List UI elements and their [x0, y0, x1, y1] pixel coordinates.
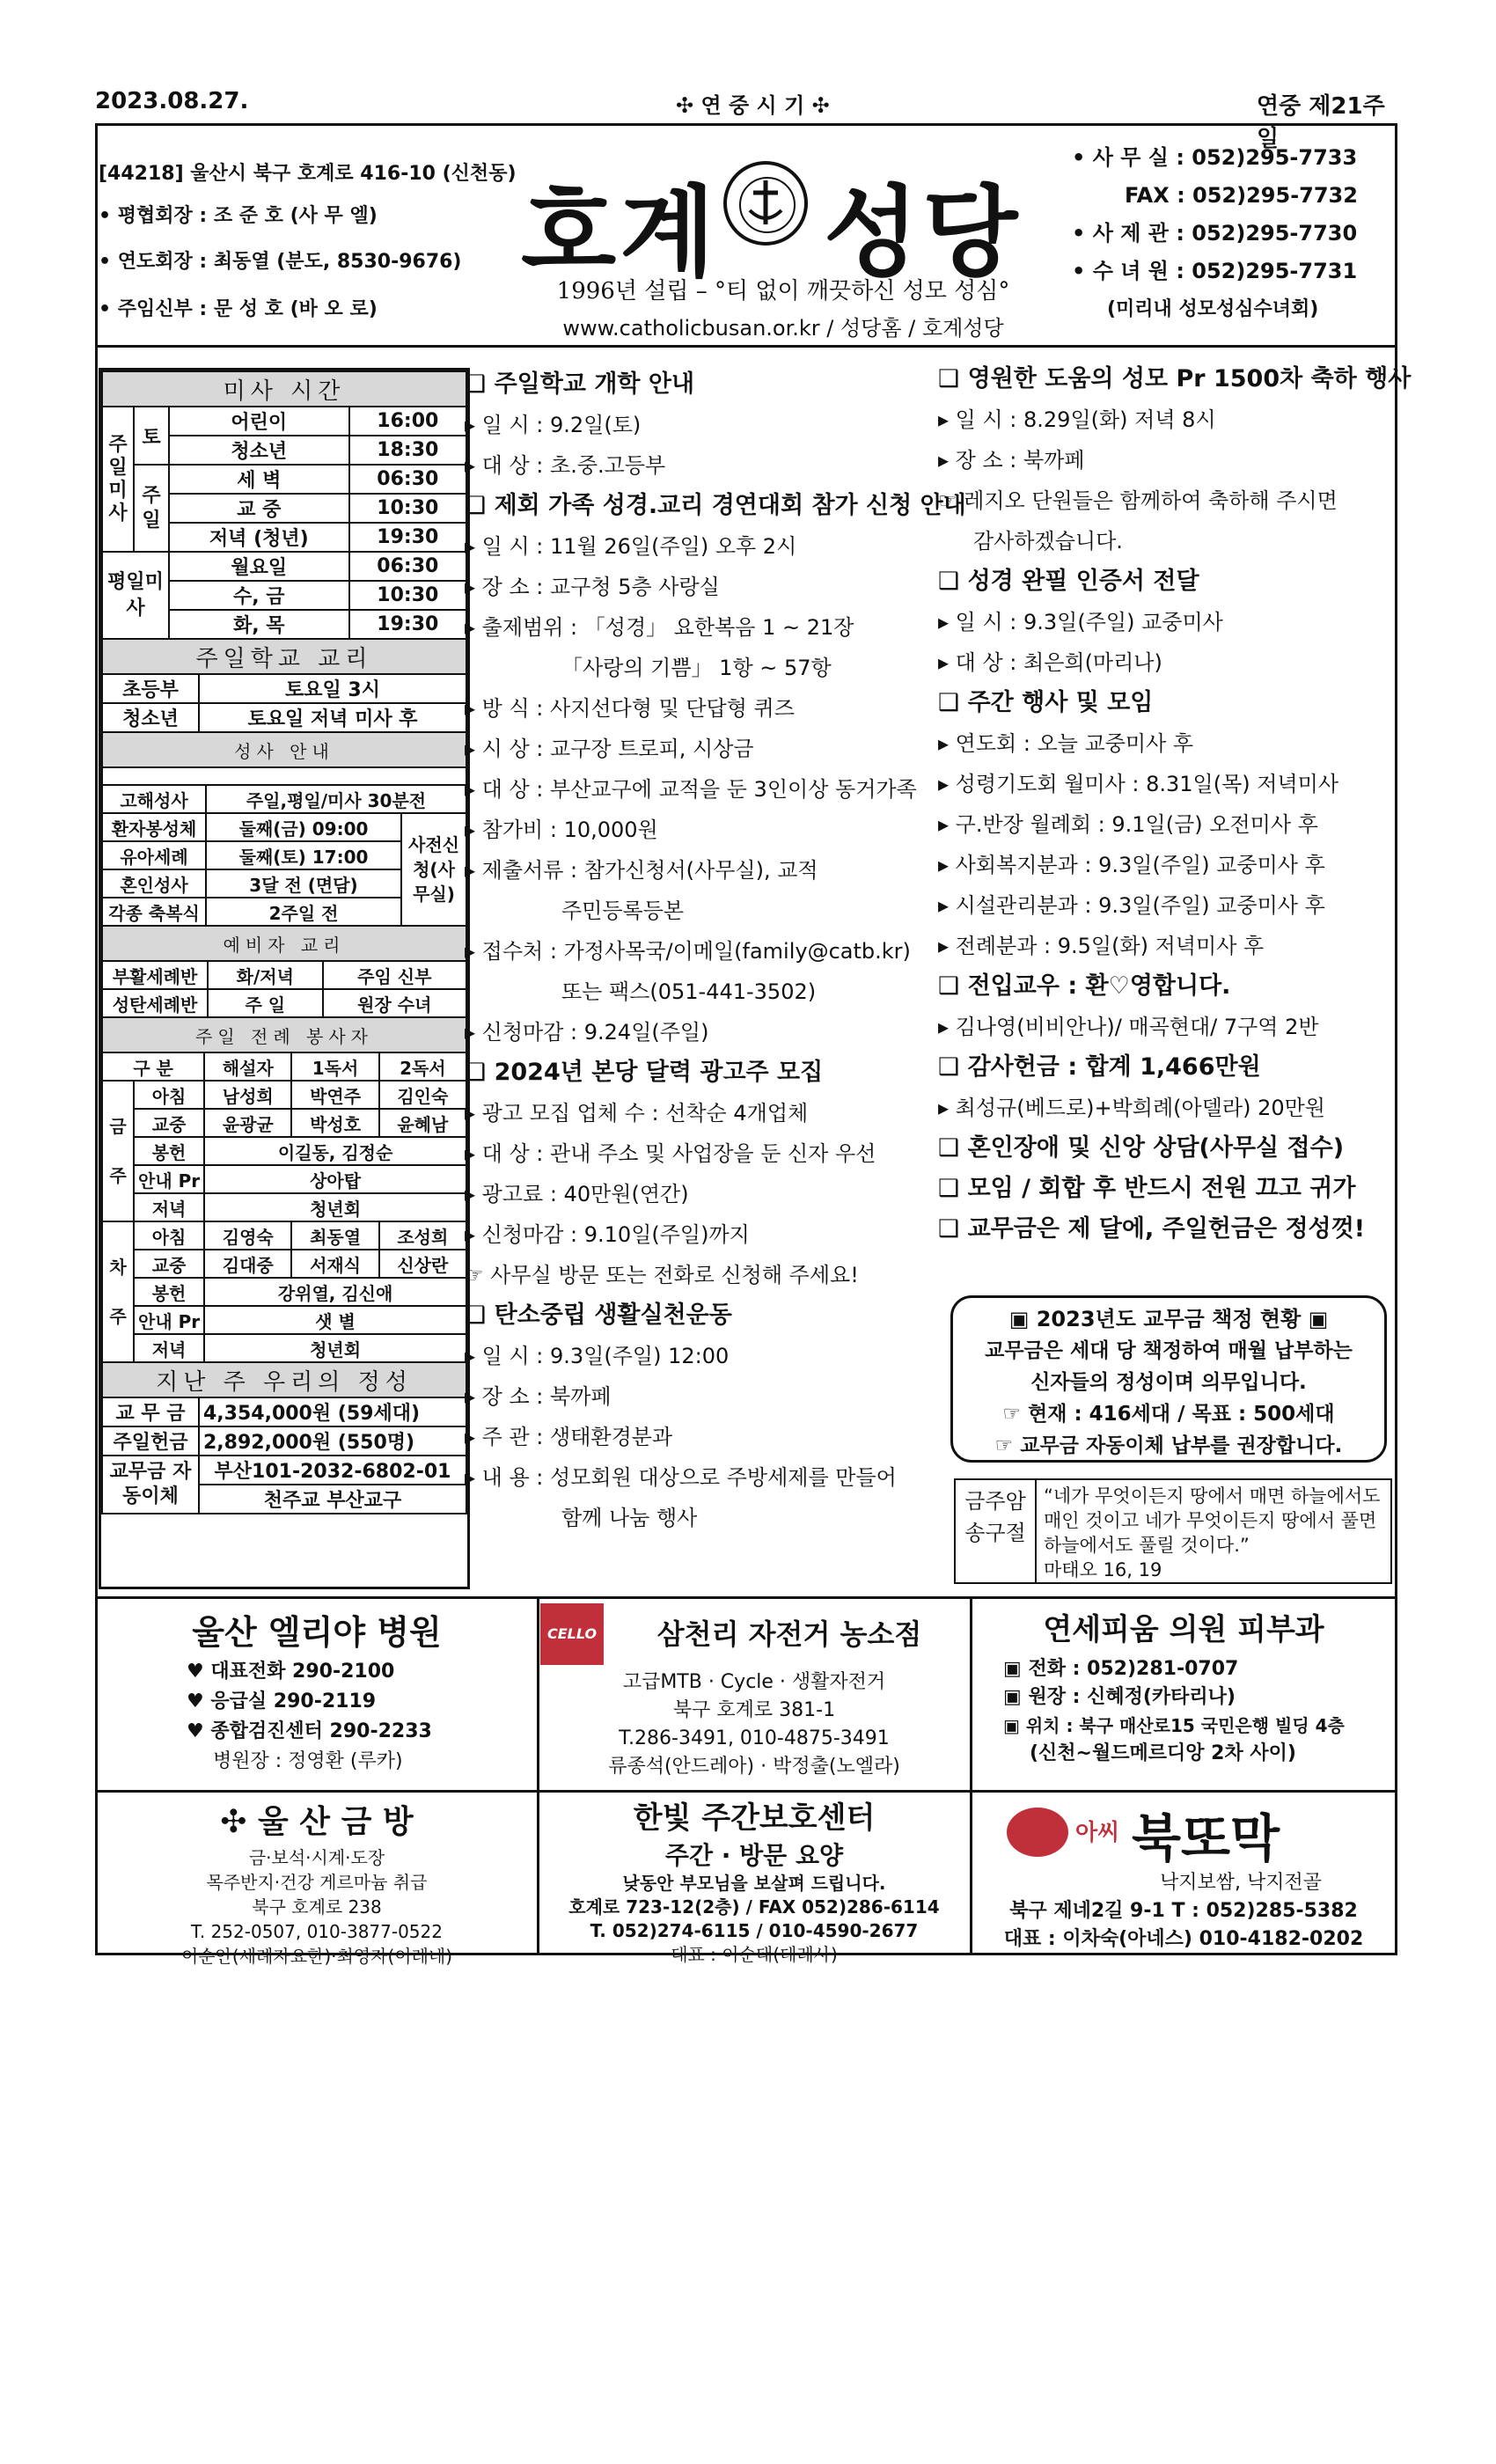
sacrament-name: 혼인성사 [102, 869, 206, 898]
class-time: 토요일 3시 [199, 674, 466, 703]
advance-apply-note: 사전신청(사무실) [401, 813, 466, 926]
ad-line: 북구 제네2길 9-1 T : 052)285-5382 [1009, 1900, 1358, 1922]
class-time: 주 일 [208, 989, 323, 1017]
notice-line: ▸ 대 상 : 초.중.고등부 [465, 453, 666, 478]
weekday-mass-label: 평일미사 [102, 552, 169, 639]
rectory-phone: • 사 제 관 : 052)295-7730 [1072, 221, 1358, 246]
liturgy-servers-table [101, 1016, 467, 1363]
section-title: 주일 전례 봉사자 [102, 1017, 466, 1052]
ads-divider [537, 1596, 539, 1955]
notice-line: ▸ 광고료 : 40만원(연간) [465, 1182, 689, 1206]
mass-slot: 아침 [134, 1221, 204, 1250]
ad-line: 금·보석·시계·도장 [248, 1847, 385, 1868]
mass-time: 10:30 [349, 494, 466, 523]
sunday-label: 주일 [134, 465, 169, 552]
mass-time: 06:30 [349, 552, 466, 581]
top-bar [95, 88, 1396, 152]
notice-line: ▸ 일 시 : 9.2일(토) [465, 413, 642, 437]
mass-time: 10:30 [349, 581, 466, 610]
liturgical-week: 연중 제21주일 [1257, 93, 1385, 152]
ad-title: 북또막 [1132, 1808, 1280, 1868]
mass-name: 청소년 [169, 436, 349, 465]
verse-text: “네가 무엇이든지 땅에서 매면 하늘에서도 매인 것이고 네가 무엇이든지 땅에서 풀면 하늘에서도 풀릴 것이다.” [1044, 1485, 1381, 1556]
sunday-school-table [101, 638, 467, 733]
ad-title: 삼천리 자전거 농소점 [656, 1617, 922, 1651]
server-name: 서재식 [291, 1250, 378, 1278]
bank-account: 부산101-2032-6802-01 [199, 1456, 466, 1485]
mass-slot: 안내 Pr [134, 1165, 204, 1193]
notice-line: ▸ 장 소 : 북까페 [938, 448, 1085, 473]
notice-line: ▸ 주 관 : 생태환경분과 [465, 1425, 673, 1449]
ad-line: 류종석(안드레아) · 박정출(노엘라) [608, 1756, 900, 1778]
class-name: 부활세례반 [102, 961, 208, 989]
ad-title: 연세피움 의원 피부과 [1043, 1612, 1324, 1647]
sacrament-name: 각종 축복식 [102, 898, 206, 926]
saturday-label: 토 [134, 407, 169, 465]
mass-time: 18:30 [349, 436, 466, 465]
column-header: 1독서 [291, 1052, 378, 1081]
ad-bicycle [540, 1600, 968, 1788]
pastor: • 주임신부 : 문 성 호 (바 오 로) [99, 298, 378, 320]
mass-name: 교 중 [169, 494, 349, 523]
notice-line: ▸ 시설관리분과 : 9.3일(주일) 교중미사 후 [938, 893, 1325, 918]
notice-heading: ❑ 성경 완필 인증서 전달 [938, 568, 1199, 595]
notice-line: 함께 나눔 행사 [561, 1506, 698, 1530]
liturgical-season: ✣ 연 중 시 기 ✣ [676, 93, 830, 118]
ad-daycare [540, 1793, 968, 1965]
notice-line: ▸ 대 상 : 부산교구에 교적을 둔 3인이상 동거가족 [465, 777, 917, 802]
mass-name: 어린이 [169, 407, 349, 436]
ad-line: 낮동안 부모님을 보살펴 드립니다. [622, 1873, 886, 1894]
class-teacher: 원장 수녀 [323, 989, 466, 1017]
ad-line: ▣ 원장 : 신혜정(카타리나) [1003, 1686, 1236, 1708]
mass-name: 화, 목 [169, 610, 349, 639]
account-owner: 천주교 부산교구 [199, 1485, 466, 1514]
notice-heading: ❑ 교무금은 제 달에, 주일헌금은 정성껏! [938, 1215, 1366, 1243]
sacrament-time: 3달 전 (면담) [206, 869, 401, 898]
offering-type: 주일헌금 [102, 1426, 199, 1456]
parish-title-right: 성당 [824, 175, 1022, 290]
mass-slot: 아침 [134, 1081, 204, 1109]
parish-title [521, 154, 1058, 290]
tithe-status-box [950, 1295, 1387, 1463]
ad-line: ▣ 위치 : 북구 매산로15 국민은행 빌딩 4층 [1003, 1715, 1345, 1736]
notice-heading: ❑ 주일학교 개학 안내 [465, 370, 695, 398]
ad-dermatology [973, 1600, 1394, 1788]
notice-heading: ❑ 전입교우 : 환♡영합니다. [938, 972, 1231, 1000]
notice-line: ▸ 장 소 : 북까페 [465, 1384, 612, 1409]
notice-line: ▸ 대 상 : 관내 주소 및 사업장을 둔 신자 우선 [465, 1141, 876, 1166]
fax-number: FAX : 052)295-7732 [1125, 183, 1358, 208]
mass-time: 19:30 [349, 523, 466, 552]
mass-time: 16:00 [349, 407, 466, 436]
notice-line: ▸ 전례분과 : 9.5일(화) 저녁미사 후 [938, 934, 1265, 958]
notice-heading: ❑ 모임 / 회합 후 반드시 전원 끄고 귀가 [938, 1175, 1356, 1202]
ad-line: T. 052)274-6115 / 010-4590-2677 [590, 1920, 919, 1941]
ad-line: ♥ 대표전화 290-2100 [187, 1661, 395, 1683]
ad-line: T.286-3491, 010-4875-3491 [619, 1727, 890, 1749]
notice-line: ☞ 레지오 단원들은 함께하여 축하해 주시면 [938, 488, 1338, 513]
section-title: 주일학교 교리 [102, 639, 466, 674]
catechumen-table [101, 925, 467, 1018]
notice-line: ▸ 신청마감 : 9.10일(주일)까지 [465, 1222, 750, 1247]
server-name: 남성희 [204, 1081, 291, 1109]
class-name: 성탄세례반 [102, 989, 208, 1017]
column-header: 2독서 [379, 1052, 466, 1081]
council-president: • 평협회장 : 조 준 호 (사 무 엘) [99, 205, 378, 227]
issue-date: 2023.08.27. [95, 88, 249, 114]
mass-times-table [101, 370, 467, 640]
district-president: • 연도회장 : 최동열 (분도, 8530-9676) [99, 251, 462, 273]
server-name: 최동열 [291, 1221, 378, 1250]
ad-subtitle: 주간 · 방문 요양 [664, 1841, 844, 1870]
class-name: 청소년 [102, 703, 199, 732]
offering-amount: 2,892,000원 (550명) [199, 1426, 466, 1456]
mass-slot: 교중 [134, 1250, 204, 1278]
class-name: 초등부 [102, 674, 199, 703]
auto-transfer-label: 교무금 자동이체 [102, 1456, 199, 1514]
website-link[interactable]: www.catholicbusan.or.kr / 성당홈 / 호계성당 [562, 316, 1004, 341]
server-name: 박성호 [291, 1109, 378, 1137]
ad-line: ♥ 종합검진센터 290-2233 [187, 1720, 432, 1742]
notice-line: 「사랑의 기쁨」 1항 ~ 57항 [561, 656, 832, 680]
notice-heading: ❑ 탄소중립 생활실천운동 [465, 1302, 732, 1329]
parish-seal-icon [723, 161, 808, 246]
ad-line: 대표 : 이순태(데레사) [671, 1944, 838, 1965]
tithe-line: 교무금은 세대 당 책정하여 매월 납부하는 [985, 1339, 1353, 1362]
ad-line: 병원장 : 정영환 (루카) [213, 1750, 403, 1772]
header-contacts [1072, 139, 1389, 328]
server-name: 상아탑 [204, 1165, 466, 1193]
sacrament-name: 유아세례 [102, 841, 206, 869]
server-name: 김인숙 [379, 1081, 466, 1109]
office-phone: • 사 무 실 : 052)295-7733 [1072, 145, 1358, 170]
notice-line: 감사하겠습니다. [973, 529, 1123, 554]
section-title: 예비자 교리 [102, 926, 466, 961]
tithe-line: 신자들의 정성이며 의무입니다. [1030, 1371, 1307, 1394]
section-title: 지난 주 우리의 정성 [102, 1362, 466, 1397]
notices-right [938, 359, 1412, 1250]
next-week-label: 차주 [102, 1221, 134, 1362]
server-name: 조성희 [379, 1221, 466, 1250]
mass-time: 06:30 [349, 465, 466, 494]
server-name: 이길동, 김정순 [204, 1137, 466, 1165]
ad-line: 낙지보쌈, 낙지전골 [1159, 1872, 1322, 1894]
ad-jewelry [99, 1793, 535, 1967]
notice-line: ▸ 내 용 : 성모회원 대상으로 주방세제를 만들어 [465, 1465, 897, 1490]
notice-line: 또는 팩스(051-441-3502) [561, 979, 817, 1004]
notice-line: ▸ 출제범위 : 「성경」 요한복음 1 ~ 21장 [465, 615, 854, 640]
ad-title: 한빛 주간보호센터 [633, 1800, 876, 1836]
notice-line: ▸ 최성규(베드로)+박희례(아델라) 20만원 [938, 1096, 1325, 1120]
notice-line: ▸ 신청마감 : 9.24일(주일) [465, 1020, 709, 1045]
memory-verse-label: 금주암송구절 [956, 1480, 1037, 1582]
ad-prefix: 아씨 [1075, 1820, 1120, 1846]
notice-line: ▸ 광고 모집 업체 수 : 선착순 4개업체 [465, 1101, 809, 1126]
cello-logo-icon: CELLO [540, 1603, 604, 1665]
ad-line: 호계로 723-12(2층) / FAX 052)286-6114 [568, 1896, 940, 1918]
founded-line: 1996년 설립 – °티 없이 깨끗하신 성모 성심° [556, 278, 1010, 304]
address: [44218] 울산시 북구 호계로 416-10 (신천동) [99, 163, 517, 185]
server-name: 강위열, 김신애 [204, 1278, 466, 1306]
verse-reference: 마태오 16, 19 [1044, 1559, 1162, 1580]
ad-line: ♥ 응급실 290-2119 [187, 1690, 377, 1712]
mass-name: 수, 금 [169, 581, 349, 610]
notice-heading: ❑ 혼인장애 및 신앙 상담(사무실 접수) [938, 1134, 1345, 1162]
class-time: 토요일 저녁 미사 후 [199, 703, 466, 732]
convent-note: (미리내 성모성심수녀회) [1107, 298, 1319, 320]
section-title: 미사 시간 [102, 371, 466, 407]
notice-line: ▸ 사회복지분과 : 9.3일(주일) 교중미사 후 [938, 853, 1325, 877]
mass-slot: 저녁 [134, 1334, 204, 1362]
notice-heading: ❑ 감사헌금 : 합계 1,466만원 [938, 1053, 1261, 1081]
server-name: 김대중 [204, 1250, 291, 1278]
server-name: 신상란 [379, 1250, 466, 1278]
sacrament-time: 둘째(토) 17:00 [206, 841, 401, 869]
ad-title: ✣ 울 산 금 방 [220, 1804, 414, 1840]
notice-line: ▸ 성령기도회 월미사 : 8.31일(목) 저녁미사 [938, 772, 1339, 796]
mass-slot: 저녁 [134, 1193, 204, 1221]
notice-line: ▸ 구.반장 월례회 : 9.1일(금) 오전미사 후 [938, 812, 1318, 837]
section-title: 성사 안내 [102, 732, 466, 767]
server-name: 박연주 [291, 1081, 378, 1109]
mass-name: 세 벽 [169, 465, 349, 494]
notice-line: ▸ 연도회 : 오늘 교중미사 후 [938, 731, 1194, 756]
sacrament-time: 2주일 전 [206, 898, 401, 926]
octopus-logo-icon [1007, 1808, 1068, 1857]
mass-slot: 교중 [134, 1109, 204, 1137]
notice-heading: ❑ 영원한 도움의 성모 Pr 1500차 축하 행사 [938, 365, 1412, 392]
notice-line: ▸ 일 시 : 11월 26일(주일) 오후 2시 [465, 534, 797, 559]
tithe-line: ☞ 교무금 자동이체 납부를 권장합니다. [994, 1434, 1343, 1457]
ad-hospital [99, 1600, 535, 1788]
notice-line: ▸ 일 시 : 8.29일(화) 저녁 8시 [938, 407, 1216, 432]
ad-line: 이순안(세례자요한)·최영자(이레네) [180, 1946, 453, 1967]
notice-heading: ❑ 제회 가족 성경.교리 경연대회 참가 신청 안내 [465, 492, 966, 519]
mass-slot: 안내 Pr [134, 1306, 204, 1334]
notice-line: ▸ 방 식 : 사지선다형 및 단답형 퀴즈 [465, 696, 795, 721]
schedule-column [99, 368, 470, 1589]
notice-heading: ❑ 주간 행사 및 모임 [938, 689, 1154, 716]
notice-line: ▸ 대 상 : 최은희(마리나) [938, 650, 1162, 675]
notices-middle [465, 364, 966, 1538]
server-name: 윤혜남 [379, 1109, 466, 1137]
class-time: 화/저녁 [208, 961, 323, 989]
notice-line: 주민등록등본 [561, 898, 685, 923]
server-name: 청년회 [204, 1334, 466, 1362]
mass-time: 19:30 [349, 610, 466, 639]
notice-line: ▸ 일 시 : 9.3일(주일) 교중미사 [938, 610, 1223, 634]
sacrament-time: 주일,평일/미사 30분전 [206, 785, 466, 813]
ad-line: ▣ 전화 : 052)281-0707 [1003, 1658, 1239, 1680]
notice-line: ▸ 접수처 : 가정사목국/이메일(family@catb.kr) [465, 939, 911, 964]
notice-line: ▸ 참가비 : 10,000원 [465, 818, 658, 842]
ad-line: T. 252-0507, 010-3877-0522 [191, 1921, 443, 1942]
ad-title: 울산 엘리야 병원 [192, 1613, 442, 1652]
notice-line: ▸ 김나영(비비안나)/ 매곡현대/ 7구역 2반 [938, 1015, 1319, 1039]
ads-divider [95, 1596, 1397, 1599]
convent-phone: • 수 녀 원 : 052)295-7731 [1072, 259, 1358, 283]
memory-verse-box [954, 1478, 1392, 1584]
ad-line: 대표 : 이차숙(아네스) 010-4182-0202 [1003, 1928, 1364, 1950]
notice-line: ▸ 장 소 : 교구청 5층 사랑실 [465, 575, 720, 599]
column-header: 해설자 [204, 1052, 291, 1081]
notice-line: ▸ 제출서류 : 참가신청서(사무실), 교적 [465, 858, 818, 883]
ads-divider [95, 1790, 1397, 1793]
ad-line: (신천~월드메르디앙 2차 사이) [1030, 1742, 1296, 1764]
server-name: 김영숙 [204, 1221, 291, 1250]
tithe-line: ☞ 현재 : 416세대 / 목표 : 500세대 [1002, 1403, 1335, 1426]
mass-slot: 봉헌 [134, 1278, 204, 1306]
sacrament-name: 환자봉성체 [102, 813, 206, 841]
notice-line: ▸ 시 상 : 교구장 트로피, 시상금 [465, 737, 754, 761]
server-name: 청년회 [204, 1193, 466, 1221]
ad-restaurant [973, 1793, 1394, 1954]
server-name: 윤광균 [204, 1109, 291, 1137]
ad-line: 북구 호계로 238 [252, 1896, 382, 1918]
tithe-title: ▣ 2023년도 교무금 책정 현황 ▣ [1008, 1307, 1329, 1331]
class-teacher: 주임 신부 [323, 961, 466, 989]
sunday-mass-label: 주일미사 [102, 407, 134, 552]
ad-line: 북구 호계로 381-1 [672, 1699, 836, 1721]
ads-divider [970, 1596, 972, 1955]
notice-line: ▸ 일 시 : 9.3일(주일) 12:00 [465, 1344, 730, 1368]
mass-slot: 봉헌 [134, 1137, 204, 1165]
notice-line: ☞ 사무실 방문 또는 전화로 신청해 주세요! [465, 1263, 859, 1287]
column-header: 구 분 [102, 1052, 204, 1081]
ad-line: 목주반지·건강 게르마늄 취급 [206, 1872, 428, 1893]
offering-table [101, 1361, 467, 1514]
notice-heading: ❑ 2024년 본당 달력 광고주 모집 [465, 1059, 824, 1086]
server-name: 샛 별 [204, 1306, 466, 1334]
offering-amount: 4,354,000원 (59세대) [199, 1397, 466, 1426]
memory-verse-text [1044, 1484, 1389, 1582]
header-left [99, 155, 517, 334]
sacraments-table [101, 731, 467, 927]
mass-name: 월요일 [169, 552, 349, 581]
ad-line: 고급MTB · Cycle · 생활자전거 [622, 1671, 886, 1693]
sacrament-name: 고해성사 [102, 785, 206, 813]
this-week-label: 금주 [102, 1081, 134, 1221]
parish-title-left: 호계 [521, 175, 719, 290]
header-divider [95, 345, 1397, 348]
offering-type: 교 무 금 [102, 1397, 199, 1426]
sacrament-time: 둘째(금) 09:00 [206, 813, 401, 841]
mass-name: 저녁 (청년) [169, 523, 349, 552]
